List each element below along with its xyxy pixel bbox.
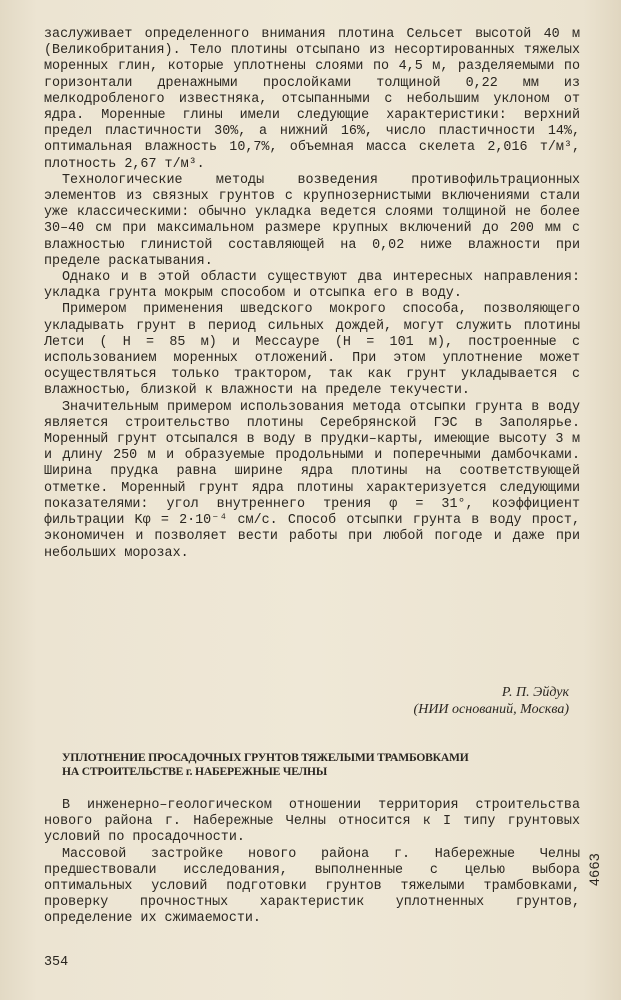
author-signature (414, 684, 569, 718)
paragraph: Однако и в этой области существуют два интересных направления: укладка грунта мокрым способом и отсыпка его в воду. (44, 270, 580, 302)
page-number: 354 (44, 955, 69, 970)
author-name: Р. П. Эйдук (501, 685, 569, 700)
paragraph: Технологические методы возведения противофильтрационных элементов из связных грунтов с крупнозернистыми включениями стали уже классическими: обычно укладка ведется слоями толщиной не более 30–40 см при максимальном размере крупных включений до 200 мм с влажностью глинистой составляющей на 0,02 ниже влажности при пределе раскатывания. (44, 172, 580, 269)
author-affiliation: (НИИ оснований, Москва) (413, 702, 569, 717)
margin-stamp-number: 4663 (586, 852, 602, 886)
article-body (44, 798, 580, 928)
article-title-line: УПЛОТНЕНИЕ ПРОСАДОЧНЫХ ГРУНТОВ ТЯЖЕЛЫМИ ТРАМБОВКАМИ (62, 751, 469, 764)
article-body (44, 27, 580, 562)
article-title (62, 751, 502, 778)
paragraph: В инженерно–геологическом отношении территория строительства нового района г. Набережные Челны относится к I типу грунтовых условий по просадочности. (44, 798, 580, 846)
article-title-line: НА СТРОИТЕЛЬСТВЕ г. НАБЕРЕЖНЫЕ ЧЕЛНЫ (62, 764, 328, 778)
paragraph: Массовой застройке нового района г. Набережные Челны предшествовали исследования, выполненные с целью выбора оптимальных условий подготовки грунтов тяжелыми трамбовками, проверку прочностных характеристик уплотненных грунтов, определение их сжимаемости. (44, 846, 580, 927)
paragraph: Значительным примером использования метода отсыпки грунта в воду является строительство плотины Серебрянской ГЭС в Заполярье. Моренный грунт отсыпался в воду в прудки–карты, имеющие высоту 3 м и длину 250 м и образуемые продольными и поперечными дамбочками. Ширина прудка равна ширине ядра плотины на соответствующей отметке. Моренный грунт ядра плотины характеризуется следующими показателями: угол внутреннего трения φ = 31°, коэффициент фильтрации Kφ = 2·10⁻⁴ см/с. Способ отсыпки грунта в воду прост, экономичен и позволяет вести работы при любой погоде и даже при небольших морозах. (44, 399, 580, 561)
paragraph: заслуживает определенного внимания плотина Сельсет высотой 40 м (Великобритания). Тело плотины отсыпано из несортированных тяжелых моренных глин, которые уплотнены слоями по 4,5 м, разделяемыми по горизонтали дренажными прослойками толщиной 0,22 мм из мелкодробленого известняка, отсыпанными с небольшим уклоном от ядра. Моренные глины имели следующие характеристики: верхний предел пластичности 30%, а нижний 16%, число пластичности 14%, оптимальная влажность 10,7%, объемная масса скелета 2,016 т/м³, плотность 2,67 т/м³. (44, 27, 580, 172)
paragraph: Примером применения шведского мокрого способа, позволяющего укладывать грунт в период сильных дождей, могут служить плотины Летси ( H = 85 м) и Мессауре (H = 101 м), построенные с использованием моренных отложений. При этом уплотнение может осуществляться только трактором, так как грунт укладывается с влажностью, близкой к влажности на пределе текучести. (44, 302, 580, 399)
